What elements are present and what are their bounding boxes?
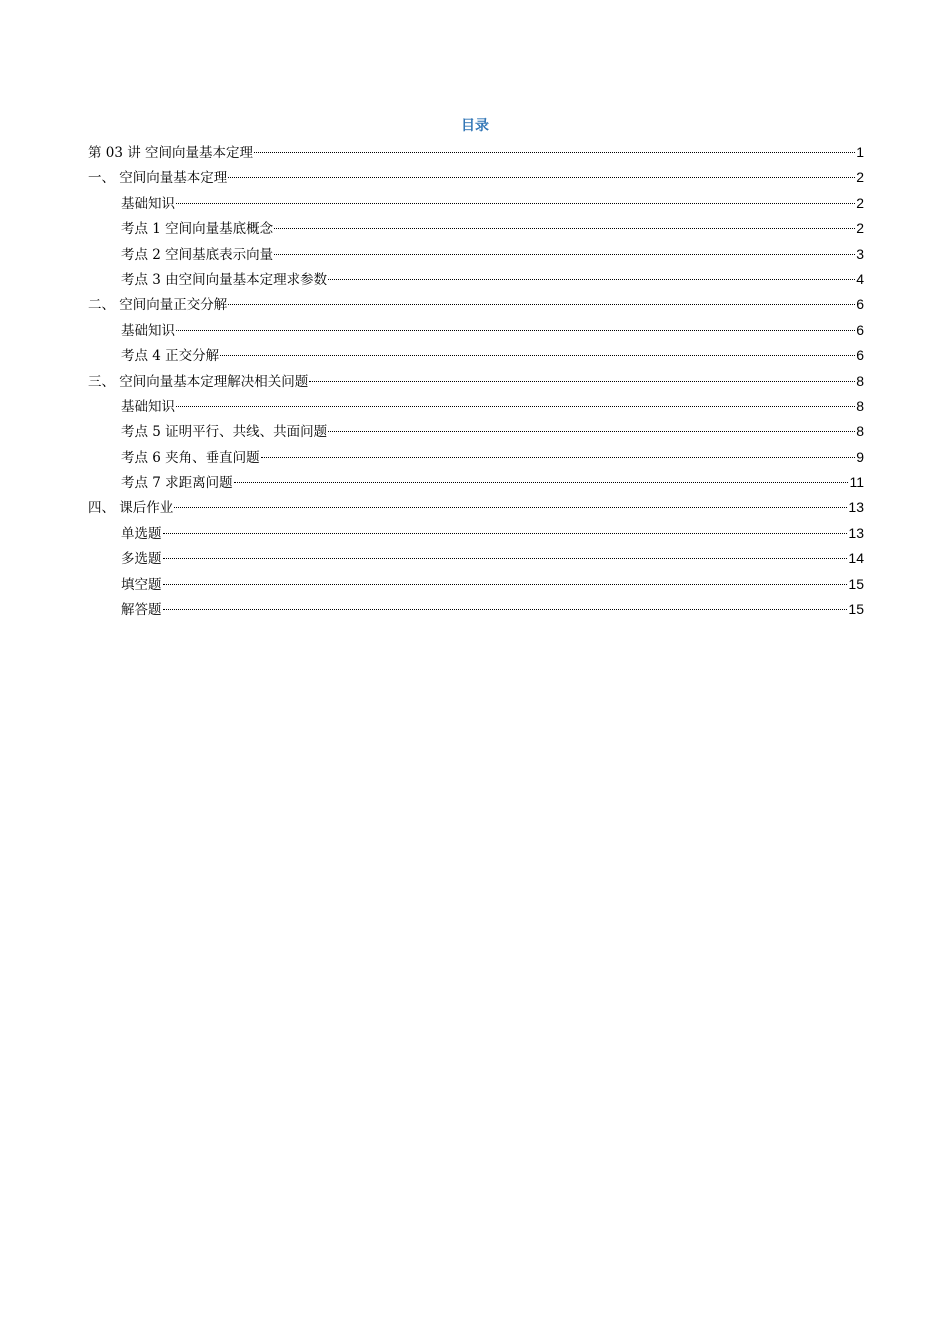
dot-leader — [163, 557, 848, 559]
toc-entry-label: 基础知识 — [121, 195, 175, 212]
toc-entry-label: 考点 5 证明平行、共线、共面问题 — [121, 424, 328, 441]
toc-entry-page-number: 8 — [856, 397, 864, 414]
toc-entry-page-number: 15 — [848, 575, 864, 592]
toc-entry-point-7[interactable] — [88, 470, 864, 495]
table-of-contents — [88, 140, 864, 622]
toc-entry-label: 填空题 — [121, 576, 162, 593]
toc-entry-section-2[interactable] — [88, 292, 864, 317]
toc-entry-page-number: 11 — [849, 474, 864, 491]
dot-leader — [176, 329, 855, 331]
toc-entry-label: 考点 3 由空间向量基本定理求参数 — [121, 271, 328, 288]
toc-entry-point-1[interactable] — [88, 216, 864, 241]
toc-entry-label: 考点 1 空间向量基底概念 — [121, 221, 274, 238]
toc-entry-label: 考点 2 空间基底表示向量 — [121, 246, 274, 263]
dot-leader — [328, 430, 855, 432]
toc-entry-page-number: 9 — [856, 448, 864, 465]
toc-entry-label: 三、 空间向量基本定理解决相关问题 — [88, 373, 309, 390]
toc-entry-label: 解答题 — [121, 602, 162, 619]
toc-entry-point-3[interactable] — [88, 267, 864, 292]
dot-leader — [228, 303, 855, 305]
toc-entry-basic-knowledge-1[interactable] — [88, 191, 864, 216]
dot-leader — [328, 278, 855, 280]
toc-entry-section-4[interactable] — [88, 495, 864, 520]
toc-entry-multiple-choice[interactable] — [88, 546, 864, 571]
dot-leader — [254, 151, 855, 153]
dot-leader — [176, 202, 855, 204]
toc-entry-section-3[interactable] — [88, 369, 864, 394]
dot-leader — [163, 532, 848, 534]
toc-entry-section-1[interactable] — [88, 165, 864, 190]
toc-entry-label: 第 03 讲 空间向量基本定理 — [88, 145, 254, 161]
toc-entry-label: 一、 空间向量基本定理 — [88, 170, 228, 187]
toc-entry-label: 单选题 — [121, 525, 162, 542]
toc-entry-fill-blank[interactable] — [88, 572, 864, 597]
toc-entry-label: 多选题 — [121, 551, 162, 568]
toc-entry-lecture[interactable] — [88, 140, 864, 165]
toc-entry-page-number: 2 — [856, 194, 864, 211]
toc-entry-page-number: 1 — [856, 144, 864, 160]
toc-entry-basic-knowledge-2[interactable] — [88, 318, 864, 343]
toc-entry-page-number: 2 — [856, 220, 864, 237]
toc-entry-point-6[interactable] — [88, 445, 864, 470]
dot-leader — [228, 176, 855, 178]
toc-entry-point-5[interactable] — [88, 419, 864, 444]
toc-entry-basic-knowledge-3[interactable] — [88, 394, 864, 419]
toc-entry-page-number: 14 — [848, 550, 864, 567]
toc-entry-page-number: 6 — [856, 296, 864, 313]
toc-entry-page-number: 3 — [856, 245, 864, 262]
toc-entry-page-number: 6 — [856, 321, 864, 338]
toc-entry-label: 考点 4 正交分解 — [121, 348, 220, 365]
dot-leader — [274, 227, 855, 229]
toc-entry-page-number: 13 — [848, 499, 864, 516]
toc-entry-page-number: 6 — [856, 347, 864, 364]
toc-entry-page-number: 15 — [848, 601, 864, 618]
toc-entry-label: 基础知识 — [121, 398, 175, 415]
toc-entry-point-2[interactable] — [88, 242, 864, 267]
dot-leader — [176, 405, 855, 407]
toc-entry-single-choice[interactable] — [88, 521, 864, 546]
toc-entry-page-number: 13 — [848, 524, 864, 541]
dot-leader — [234, 481, 849, 483]
dot-leader — [174, 506, 847, 508]
toc-entry-label: 四、 课后作业 — [88, 500, 174, 517]
toc-title: 目录 — [461, 118, 489, 134]
toc-entry-answer-questions[interactable] — [88, 597, 864, 622]
dot-leader — [163, 583, 848, 585]
dot-leader — [220, 354, 855, 356]
toc-entry-page-number: 8 — [856, 423, 864, 440]
toc-entry-label: 考点 6 夹角、垂直问题 — [121, 449, 260, 466]
toc-entry-page-number: 4 — [856, 270, 864, 287]
toc-entry-label: 二、 空间向量正交分解 — [88, 297, 228, 314]
toc-entry-page-number: 8 — [856, 372, 864, 389]
dot-leader — [163, 608, 848, 610]
dot-leader — [261, 456, 856, 458]
toc-entry-label: 考点 7 求距离问题 — [121, 475, 233, 492]
toc-entry-point-4[interactable] — [88, 343, 864, 368]
toc-entry-label: 基础知识 — [121, 322, 175, 339]
dot-leader — [274, 253, 855, 255]
dot-leader — [309, 380, 855, 382]
toc-entry-page-number: 2 — [856, 169, 864, 186]
